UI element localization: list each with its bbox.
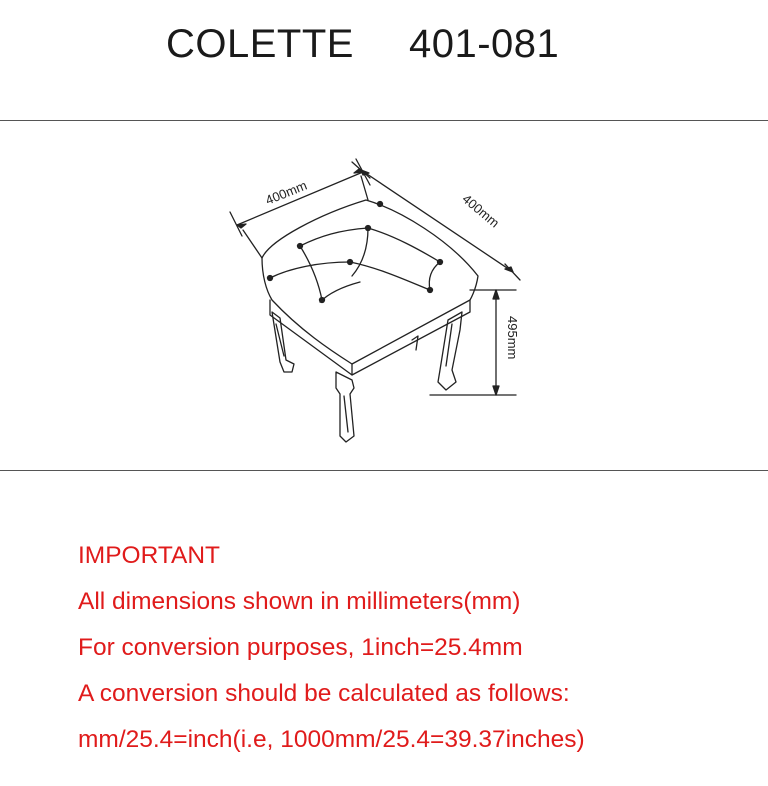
stool-drawing-svg — [0, 121, 768, 469]
notes-line-formula: mm/25.4=inch(i.e, 1000mm/25.4=39.37inches) — [78, 726, 585, 753]
notes-heading: IMPORTANT — [78, 542, 221, 569]
notes-line-calculation: A conversion should be calculated as follows: — [78, 680, 570, 707]
height-dimension-line — [430, 290, 516, 395]
header — [0, 18, 768, 78]
stool-apron — [270, 300, 470, 375]
stool-technical-drawing — [0, 121, 768, 469]
notes-line-units: All dimensions shown in millimeters(mm) — [78, 588, 521, 615]
depth-dimension-label: 400mm — [459, 191, 503, 231]
product-name: COLETTE — [166, 22, 354, 66]
stool-cushion — [262, 200, 478, 364]
bottom-divider — [0, 470, 768, 471]
notes-line-conversion: For conversion purposes, 1inch=25.4mm — [78, 634, 523, 661]
width-dimension-label: 400mm — [263, 177, 310, 208]
height-dimension-label: 495mm — [505, 316, 520, 360]
product-code: 401-081 — [409, 22, 560, 66]
conversion-notes — [78, 533, 758, 763]
